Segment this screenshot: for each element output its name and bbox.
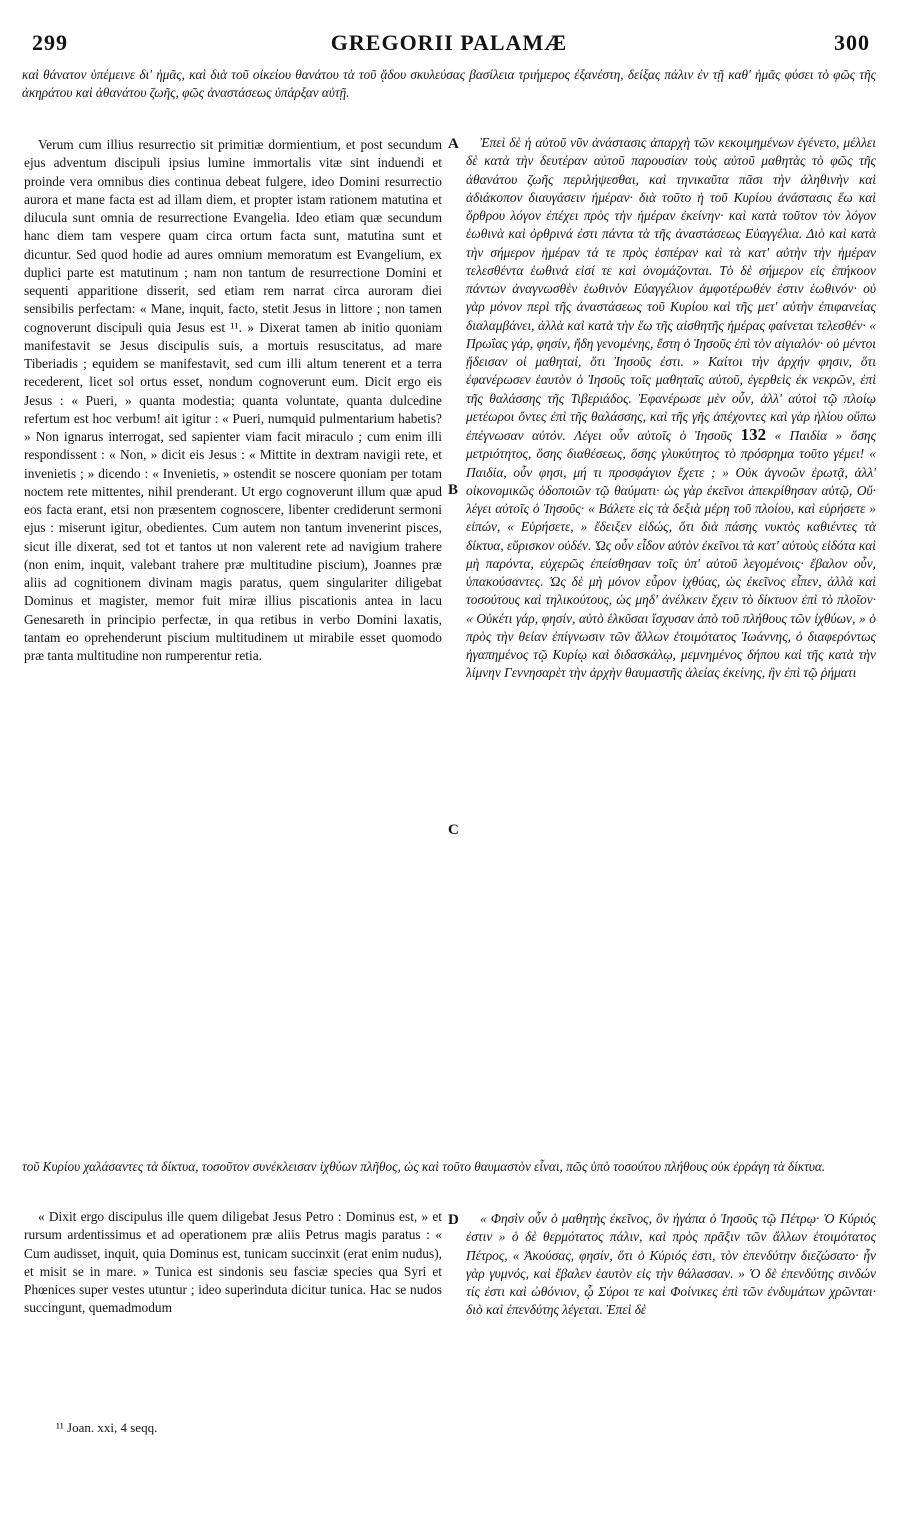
greek-column-1 <box>466 134 876 1160</box>
greek-paragraph-1a: Ἐπεὶ δὲ ἡ αὐτοῦ νῦν ἀνάστασις ἀπαρχὴ τῶν κεκοιμημένων ἐγένετο, μέλλει δὲ κατὰ τὴν δευτέραν αὐτοῦ παρουσίαν τοὺς αὐτοῦ μαθητὰς τὸ φῶς τῆς ἀθανάτου ζωῆς περιλήψεσθαι, καὶ τηνικαῦτα πᾶσι τὴν ἀληθινὴν καὶ ἀδιάκοπον διαυγάσειν ἡμέραν· διὰ τοῦτο ἡ τοῦ Κυρίου ἀνάστασις ἕω καὶ ὄρθρου λόγον ἐπέχει πρὸς τὴν ἡμέραν ἐκείνην· καὶ κατὰ τοῦτον τὸν λόγον ἑωθινὰ καὶ ὀρθρινά ἐστι πάντα τὰ τῆς ἀναστάσεως Εὐαγγέλια. Διὸ καὶ κατὰ τὴν σήμερον ἡμέραν τά τε πρὸς ἑσπέραν καὶ τὰ κατ' αὐτὴν τὴν ἡμέραν τελεσθέντα ἑωθινά εἰσί τε καὶ ὀνομάζονται. Τὸ δὲ σήμερον εἰς ἐπήκοον πάντων ἀναγνωσθὲν ἑωθινὸν Εὐαγγέλιον ἀμφοτέρωθέν ἐστιν ἑωθινόν· οὐ γὰρ μόνον περὶ τῆς ἀναστάσεως τοῦ Κυρίου καὶ τῆς μετ' αὐτὴν ἐπιφανείας διαλαμβάνει, ἀλλὰ καὶ κατὰ τὴν ἕω τῆς αἰσθητῆς ἡμέρας φαίνεται τελεσθέν· « Πρωΐας γάρ, φησίν, ἤδη γενομένης, ἔστη ὁ Ἰησοῦς ἐπὶ τὸν αἰγιαλόν· οὐ μέντοι ᾔδεισαν οἱ μαθηταί, ὅτι Ἰησοῦς ἐστι. » Καίτοι τὴν ἀρχήν φησιν, ὅτι ἐφανέρωσεν ἑαυτὸν ὁ Ἰησοῦς τοῖς μαθηταῖς αὐτοῦ, ἐγερθεὶς ἐκ νεκρῶν, ἐπὶ τῆς θαλάσσης τῆς Τιβεριάδος. Ἐφανέρωσε μὲν οὖν, ἀλλ' αὐτοὶ τῷ πλοίῳ μετέωροι ὄντες ἐπὶ τῆς θαλάσσης, καὶ τῆς γῆς ἀπέχοντες καὶ γὰρ ἡλίου οὔπω ἐπέγνωσαν αὐτόν. Λέγει οὖν αὐτοῖς ὁ Ἰησοῦς <box>466 135 876 443</box>
latin-paragraph-2: « Dixit ergo discipulus ille quem diligebat Jesus Petro : Dominus est, » et rursum ardentissimus et ad operationem præ aliis Petrus magis paratus : « Cum audisset, inquit, quia Dominus est, tunicam succinxit (erat enim nudus), et misit se in mare. » Tunica est sindonis seu fasciæ species qua Syri et Phœnices super vestes utuntur ; ideo superinduta dicitur tunica. Hac se nudos succingunt, quemadmodum <box>24 1209 442 1316</box>
running-header <box>0 30 898 64</box>
greek-paragraph-1 <box>466 134 876 683</box>
greek-continuation-mid: τοῦ Κυρίου χαλάσαντες τὰ δίκτυα, τοσοῦτον συνέκλεισαν ἰχθύων πλῆθος, ὡς καὶ τοῦτο θαυμαστὸν εἶναι, πῶς ὑπὸ τοσούτου πλήθους οὐκ ἐρράγη τὰ δίκτυα. <box>22 1159 826 1174</box>
greek-paragraph-2: « Φησὶν οὖν ὁ μαθητὴς ἐκεῖνος, ὃν ἠγάπα ὁ Ἰησοῦς τῷ Πέτρῳ· Ὁ Κύριός ἐστιν » ὁ δὲ θερμότατος πάλιν, καὶ πρὸς πρᾶξιν τῶν ἄλλων ἑτοιμότατος Πέτρος, « Ἀκούσας, φησίν, ὅτι ὁ Κύριός ἐστι, τὸν ἐπενδύτην διεζώσατο· ἦν γὰρ γυμνός, καὶ ἔβαλεν ἑαυτὸν εἰς τὴν θάλασσαν. » Ὁ δὲ ἐπενδύτης σινδών τίς ἐστι καὶ ὠθόνιον, ᾧ Σύροι τε καὶ Φοίνικες ἐπὶ τῶν ἐνδυμάτων χρῶνται· διὸ καὶ ἐπενδύτης λέγεται. Ἐπεὶ δὲ <box>466 1211 876 1318</box>
greek-continuation-top: καὶ θάνατον ὑπέμεινε δι' ἡμᾶς, καὶ διὰ τοῦ οἰκείου θανάτου τὰ τοῦ ᾅδου σκυλεύσας βασίλεια τριήμερος ἐξανέστη, δείξας πάλιν ἐν τῇ καθ' ἡμᾶς φύσει τὸ φῶς τῆς ἀκηράτου καὶ ἀθανάτου ζωῆς, φῶς ἀναστάσεως ὑπάρξαν αὐτῇ. <box>22 67 876 100</box>
footnote: ¹¹ Joan. xxi, 4 seqq. <box>56 1420 158 1435</box>
section-marker-c: C <box>448 822 459 838</box>
section-marker-b: B <box>448 482 459 498</box>
section-marker-d: D <box>448 1212 459 1228</box>
column-number: 132 <box>740 425 767 444</box>
latin-paragraph-1: Verum cum illius resurrectio sit primitiæ dormientium, et post secundum ejus adventum discipuli ipsius lumine immortalis vitæ sint induendi et proinde vera omnibus dies continua debeat fulgere, ideo Domini resurrectio aurora et mane facta est ad illam diem, et propter istam rationem matutina et dilucula sunt omnia de resurrectione Evangelia. Ideo etiam quæ secundum hanc diem tam vespere quam circa ortum facta sunt, matutina sunt et dicuntur. Sed quod hodie ad aures omnium memoratum est Evangelium, ex duplici parte est matutinum ; nam non tantum de resurrectione Domini et sequenti apparitione disserit, sed etiam rem narrat circa auroram diei sensibilis perfectam: « Mane, inquit, facto, stetit Jesus in littore ; non tamen cognoverunt discipuli quia Jesus est ¹¹. » Dixerat tamen ab initio quoniam manifestavit se Jesus discipulis suis, a mortuis resuscitatus, ad mare Tiberiadis ; equidem se manifestavit, sed cum illi altum tenerent et a terra recederent, licet sol ortus esset, nondum cognoverunt eum. Dicit ergo eis Jesus : « Pueri, » quanta modestia; quanta voluntate, quanta dulcedine refertum est hoc verbum! ait igitur : « Pueri, numquid pulmentarium habetis? » Non ignarus interrogat, sed sapienter viam facit miraculo ; cum enim illi respondissent : « Non, » dicit eis Jesus : « Mittite in dextram navigii rete, et invenietis ; » dicendo : « Invenietis, » ostendit se noscere quoniam per totam noctem rete mittentes, nihil prenderant. Ut ergo cognoverunt illum quæ apud eos facta erant, etsi non præsentem cognoscere, libenter crediderunt sermoni ejus : miserunt igitur, obedientes. Cum autem non tantum invenerint pisces, sicut ille dixerat, sed tot et tantos ut non valerent rete ad navigium trahere (non enim, inquit, valebant trahere præ multitudine piscium), Joannes præ aliis ad cognitionem divinam magis paratus, quem singulariter diligebat Dominus et magister, memor fuit miræ illius piscationis antea in lacu Genesareth in principio perfectæ, in qua retibus in verbo Domini laxatis, tantam eo oprehenderunt piscium multitudinem ut mirabile esset quomodo præ tanta multitudine non rumperentur retia. <box>24 137 442 663</box>
section-marker-a: A <box>448 136 459 152</box>
running-title: GREGORII PALAMÆ <box>330 30 568 55</box>
latin-column-2 <box>24 1208 442 1428</box>
greek-column-2 <box>466 1210 876 1428</box>
right-page-number: 300 <box>834 30 870 55</box>
latin-column-1 <box>24 136 442 1162</box>
greek-paragraph-1b: « Παιδία » ὅσης μετριότητος, ὅσης διαθέσεως, ὅσης γλυκύτητος τὸ πρόσρημα τοῦτο γέμει! « Παιδία, οὖν φησι, μή τι προσφάγιον ἔχετε ; » Οὐκ ἀγνοῶν ἐρωτᾷ, ἀλλ' οἰκονομικῶς ὁδοποιῶν τῷ θαύματι· ὡς γὰρ ἐκεῖνοι ἀπεκρίθησαν αὐτῷ, Οὔ· λέγει αὐτοῖς ὁ Ἰησοῦς· « Βάλετε εἰς τὰ δεξιὰ μέρη τοῦ πλοίου, καὶ εὑρήσετε » εἰπών, « Εὑρήσετε, » ἔδειξεν εἰδώς, ὅτι διὰ πάσης νυκτὸς καθιέντες τὰ δίκτυα, εὕρισκον οὐδέν. Ὡς οὖν εἶδον αὐτὸν ἐκεῖνοι τὰ κατ' αὐτοὺς εἰδότα καὶ μὴ παρόντα, εὐχερῶς ἐπείσθησαν τοῖς ὑπ' αὐτοῦ λεγομένοις· ἔβαλον οὖν, ὑπακούσαντες. Ὡς δὲ μὴ μόνον εὗρον ἰχθύας, ὡς ἐκεῖνος εἶπεν, ἀλλὰ καὶ τοσούτους καὶ τηλικούτους, ὡς μηδ' ἀνέλκειν ἔχειν τὸ δίκτυον ἐπὶ τὸ πλοῖον· « Οὐκέτι γάρ, φησίν, αὐτὸ ἑλκῦσαι ἴσχυσαν ἀπὸ τοῦ πλήθους τῶν ἰχθύων, » ὁ πρὸς τὴν θείαν ἐπίγνωσιν τῶν ἄλλων ἑτοιμότατος Ἰωάννης, ὁ διαφερόντως ἠγαπημένος τῷ Κυρίῳ καὶ διδασκάλῳ, μεμνημένος δήπου καὶ τῆς κατὰ τὴν λίμνην Γεννησαρὲτ τὴν ἀρχὴν θαυμαστῆς ἁλείας ἐκείνης, ἣν ἐπὶ τῷ ῥήματι <box>466 428 876 681</box>
left-page-number: 299 <box>32 30 68 55</box>
